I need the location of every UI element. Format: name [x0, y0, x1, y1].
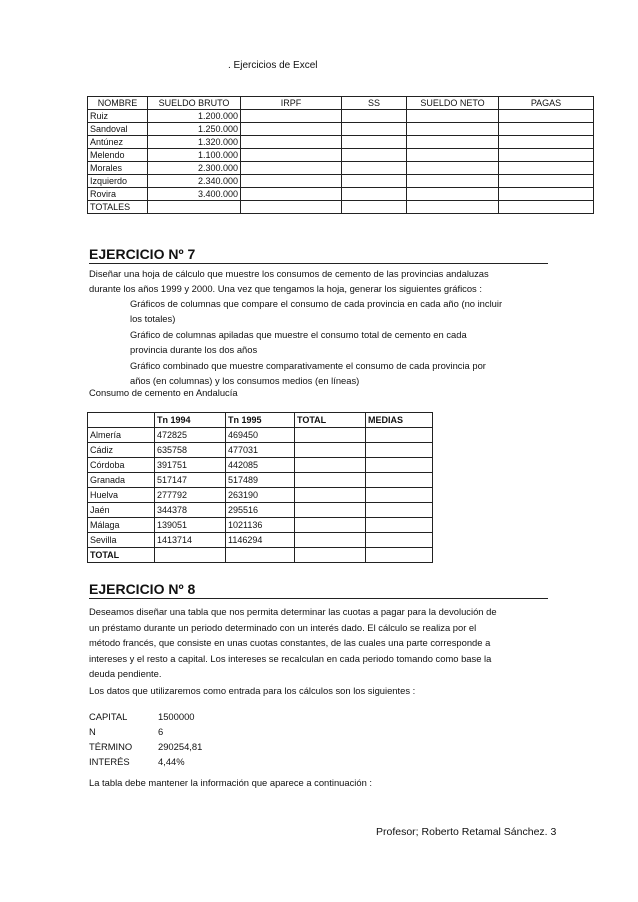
empty-cell [241, 175, 342, 188]
exercise-8-table-intro: La tabla debe mantener la información que aparece a continuación : [89, 777, 373, 788]
exercise-7-item-line: Gráfico de columnas apiladas que muestre el consumo total de cemento en cada [130, 329, 467, 340]
exercise-7-item-line: años (en columnas) y los consumos medios (en líneas) [130, 375, 360, 386]
input-key: CAPITAL [89, 711, 128, 722]
empty-cell [366, 458, 433, 473]
name-cell: Izquierdo [88, 175, 148, 188]
empty-cell [499, 201, 594, 214]
gross-salary-cell: 1.100.000 [148, 149, 241, 162]
value-cell: 517489 [226, 473, 295, 488]
value-cell: 391751 [155, 458, 226, 473]
table-row [88, 110, 594, 123]
exercise-8-text-line: intereses y el resto a capital. Los intereses se recalculan en cada periodo tomando como base la [89, 653, 492, 664]
column-header: Tn 1994 [155, 413, 226, 428]
table-row [88, 473, 433, 488]
exercise-8-title: EJERCICIO Nº 8 [89, 581, 548, 599]
empty-cell [342, 136, 407, 149]
empty-cell [499, 110, 594, 123]
value-cell: 517147 [155, 473, 226, 488]
page-footer: Profesor; Roberto Retamal Sánchez. 3 [376, 826, 557, 838]
name-cell: Ruiz [88, 110, 148, 123]
column-header [88, 413, 155, 428]
empty-cell [366, 518, 433, 533]
empty-cell [295, 548, 366, 563]
table-row [88, 162, 594, 175]
table-row [88, 503, 433, 518]
totals-row [88, 548, 433, 563]
value-cell: 263190 [226, 488, 295, 503]
value-cell: 1021136 [226, 518, 295, 533]
gross-salary-cell: 3.400.000 [148, 188, 241, 201]
exercise-8-text-line: un préstamo durante un periodo determinado con un interés dado. El cálculo se realiza por el [89, 622, 477, 633]
province-cell: Córdoba [88, 458, 155, 473]
cement-table [87, 412, 433, 563]
province-cell: Huelva [88, 488, 155, 503]
empty-cell [241, 123, 342, 136]
value-cell: 635758 [155, 443, 226, 458]
value-cell: 139051 [155, 518, 226, 533]
empty-cell [407, 162, 499, 175]
empty-cell [366, 533, 433, 548]
input-key: INTERÉS [89, 756, 130, 767]
exercise-8-text-line: Deseamos diseñar una tabla que nos permita determinar las cuotas a pagar para la devolución de [89, 606, 497, 617]
exercise-8-data-intro: Los datos que utilizaremos como entrada para los cálculos son los siguientes : [89, 685, 416, 696]
province-cell: Granada [88, 473, 155, 488]
name-cell: Rovira [88, 188, 148, 201]
exercise-7-title: EJERCICIO Nº 7 [89, 246, 548, 264]
empty-cell [295, 428, 366, 443]
gross-salary-cell: 1.200.000 [148, 110, 241, 123]
input-key: N [89, 726, 96, 737]
empty-cell [366, 548, 433, 563]
empty-cell [499, 188, 594, 201]
empty-cell [241, 149, 342, 162]
exercise-7-subtitle: Consumo de cemento en Andalucía [89, 387, 238, 398]
empty-cell [241, 162, 342, 175]
exercise-8-text-line: método francés, que consiste en unas cuotas constantes, de las cuales una parte corresponde a [89, 637, 491, 648]
empty-cell [241, 110, 342, 123]
name-cell: Sandoval [88, 123, 148, 136]
exercise-7-item-line: Gráficos de columnas que compare el consumo de cada provincia en cada año (no incluir [130, 298, 503, 309]
table-row [88, 136, 594, 149]
value-cell: 442085 [226, 458, 295, 473]
input-value: 1500000 [158, 711, 195, 722]
gross-salary-cell: 1.250.000 [148, 123, 241, 136]
value-cell: 295516 [226, 503, 295, 518]
empty-cell [499, 175, 594, 188]
column-header: SS [342, 97, 407, 110]
empty-cell [407, 175, 499, 188]
salary-table [87, 96, 594, 214]
table-row [88, 123, 594, 136]
table-row [88, 428, 433, 443]
empty-cell [342, 175, 407, 188]
table-row [88, 149, 594, 162]
empty-cell [295, 503, 366, 518]
column-header: TOTAL [295, 413, 366, 428]
empty-cell [499, 136, 594, 149]
empty-cell [407, 201, 499, 214]
empty-cell [342, 110, 407, 123]
empty-cell [241, 188, 342, 201]
empty-cell [407, 110, 499, 123]
table-row [88, 175, 594, 188]
value-cell: 1146294 [226, 533, 295, 548]
empty-cell [342, 123, 407, 136]
gross-salary-cell: 2.300.000 [148, 162, 241, 175]
province-cell: Jaén [88, 503, 155, 518]
table-header-row [88, 413, 433, 428]
empty-cell [295, 518, 366, 533]
column-header: SUELDO NETO [407, 97, 499, 110]
value-cell: 277792 [155, 488, 226, 503]
empty-cell [295, 473, 366, 488]
empty-cell [366, 488, 433, 503]
exercise-7-item-line: los totales) [130, 313, 176, 324]
empty-cell [366, 443, 433, 458]
empty-cell [342, 149, 407, 162]
gross-salary-cell: 2.340.000 [148, 175, 241, 188]
table-row [88, 533, 433, 548]
empty-cell [226, 548, 295, 563]
table-row [88, 188, 594, 201]
empty-cell [499, 123, 594, 136]
empty-cell [295, 458, 366, 473]
province-cell: Almería [88, 428, 155, 443]
empty-cell [499, 149, 594, 162]
province-cell: Málaga [88, 518, 155, 533]
exercise-7-intro-line: durante los años 1999 y 2000. Una vez que tengamos la hoja, generar los siguientes gráficos : [89, 283, 482, 294]
name-cell: Morales [88, 162, 148, 175]
value-cell: 1413714 [155, 533, 226, 548]
value-cell: 469450 [226, 428, 295, 443]
input-key: TÉRMINO [89, 741, 133, 752]
name-cell: Antúnez [88, 136, 148, 149]
column-header: SUELDO BRUTO [148, 97, 241, 110]
name-cell: Melendo [88, 149, 148, 162]
totals-label: TOTAL [88, 548, 155, 563]
province-cell: Cádiz [88, 443, 155, 458]
empty-cell [366, 473, 433, 488]
province-cell: Sevilla [88, 533, 155, 548]
empty-cell [499, 162, 594, 175]
empty-cell [342, 188, 407, 201]
column-header: NOMBRE [88, 97, 148, 110]
empty-cell [241, 201, 342, 214]
empty-cell [366, 503, 433, 518]
empty-cell [295, 533, 366, 548]
input-value: 6 [158, 726, 164, 737]
value-cell: 477031 [226, 443, 295, 458]
value-cell: 472825 [155, 428, 226, 443]
exercise-7-item-line: provincia durante los dos años [130, 344, 258, 355]
table-row [88, 458, 433, 473]
column-header: Tn 1995 [226, 413, 295, 428]
empty-cell [295, 488, 366, 503]
column-header: MEDIAS [366, 413, 433, 428]
empty-cell [407, 188, 499, 201]
empty-cell [407, 123, 499, 136]
totals-row [88, 201, 594, 214]
value-cell: 344378 [155, 503, 226, 518]
empty-cell [366, 428, 433, 443]
exercise-7-intro-line: Diseñar una hoja de cálculo que muestre los consumos de cemento de las provincias andaluzas [89, 268, 489, 279]
empty-cell [407, 149, 499, 162]
exercise-8-text-line: deuda pendiente. [89, 668, 162, 679]
empty-cell [342, 201, 407, 214]
input-value: 290254,81 [158, 741, 203, 752]
empty-cell [241, 136, 342, 149]
empty-cell [148, 201, 241, 214]
table-header-row [88, 97, 594, 110]
table-row [88, 518, 433, 533]
input-value: 4,44% [158, 756, 185, 767]
column-header: PAGAS [499, 97, 594, 110]
table-row [88, 488, 433, 503]
empty-cell [155, 548, 226, 563]
exercise-7-item-line: Gráfico combinado que muestre comparativamente el consumo de cada provincia por [130, 360, 486, 371]
document-header: . Ejercicios de Excel [228, 60, 318, 71]
table-row [88, 443, 433, 458]
empty-cell [342, 162, 407, 175]
column-header: IRPF [241, 97, 342, 110]
empty-cell [295, 443, 366, 458]
gross-salary-cell: 1.320.000 [148, 136, 241, 149]
empty-cell [407, 136, 499, 149]
totals-label: TOTALES [88, 201, 148, 214]
